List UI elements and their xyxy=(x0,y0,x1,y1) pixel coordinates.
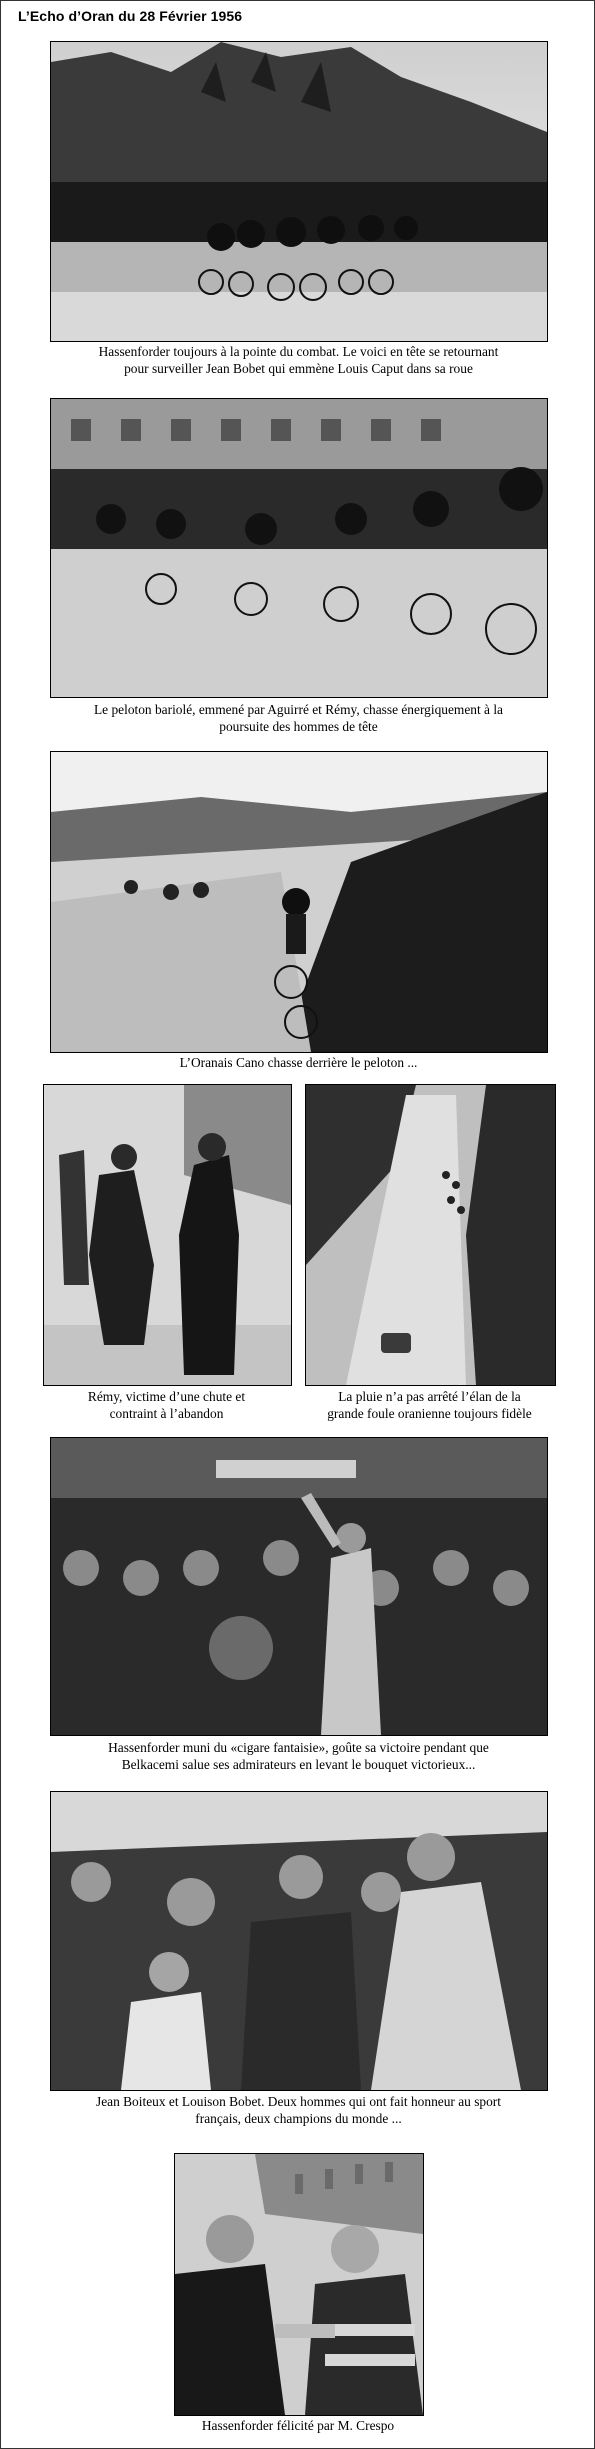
photo-caption xyxy=(174,2417,422,2434)
caption-line: contraint à l’abandon xyxy=(109,1406,224,1421)
photo-caption xyxy=(31,701,566,735)
caption-line: Jean Boiteux et Louison Bobet. Deux hommes qui ont fait honneur au sport xyxy=(95,2094,501,2109)
photo-caption xyxy=(31,2093,566,2127)
photo-caption xyxy=(43,1388,290,1422)
photo-victory-celebration xyxy=(50,1437,548,1736)
caption-line: Hassenforder muni du «cigare fantaisie», goûte sa victoire pendant que xyxy=(108,1740,489,1755)
caption-line: Rémy, victime d’une chute et xyxy=(87,1389,246,1404)
photo-crowd-rain xyxy=(305,1084,556,1386)
photo-caption xyxy=(31,1054,566,1071)
photo-hassenforder-crespo xyxy=(174,2153,424,2416)
caption-line: L’Oranais Cano chasse derrière le peloton ... xyxy=(179,1055,418,1070)
caption-line: La pluie n’a pas arrêté l’élan de la xyxy=(338,1389,521,1404)
photo-race-leader xyxy=(50,41,548,342)
photo-remy-abandon xyxy=(43,1084,292,1386)
photo-caption xyxy=(305,1388,554,1422)
caption-line: poursuite des hommes de tête xyxy=(219,719,378,734)
caption-line: Belkacemi salue ses admirateurs en levant le bouquet victorieux... xyxy=(121,1757,476,1772)
page-title: L’Echo d’Oran du 28 Février 1956 xyxy=(18,8,243,24)
caption-line: Le peloton bariolé, emmené par Aguirré et Rémy, chasse énergiquement à la xyxy=(93,702,503,717)
photo-peloton xyxy=(50,398,548,698)
photo-cano-chasing xyxy=(50,751,548,1053)
caption-line: français, deux champions du monde ... xyxy=(195,2111,402,2126)
caption-line: grande foule oranienne toujours fidèle xyxy=(327,1406,532,1421)
caption-line: Hassenforder toujours à la pointe du combat. Le voici en tête se retournant xyxy=(98,344,499,359)
caption-line: Hassenforder félicité par M. Crespo xyxy=(201,2418,395,2433)
photo-caption xyxy=(31,1739,566,1773)
photo-boiteux-bobet xyxy=(50,1791,548,2091)
photo-caption xyxy=(31,343,566,377)
caption-line: pour surveiller Jean Bobet qui emmène Louis Caput dans sa roue xyxy=(124,361,473,376)
